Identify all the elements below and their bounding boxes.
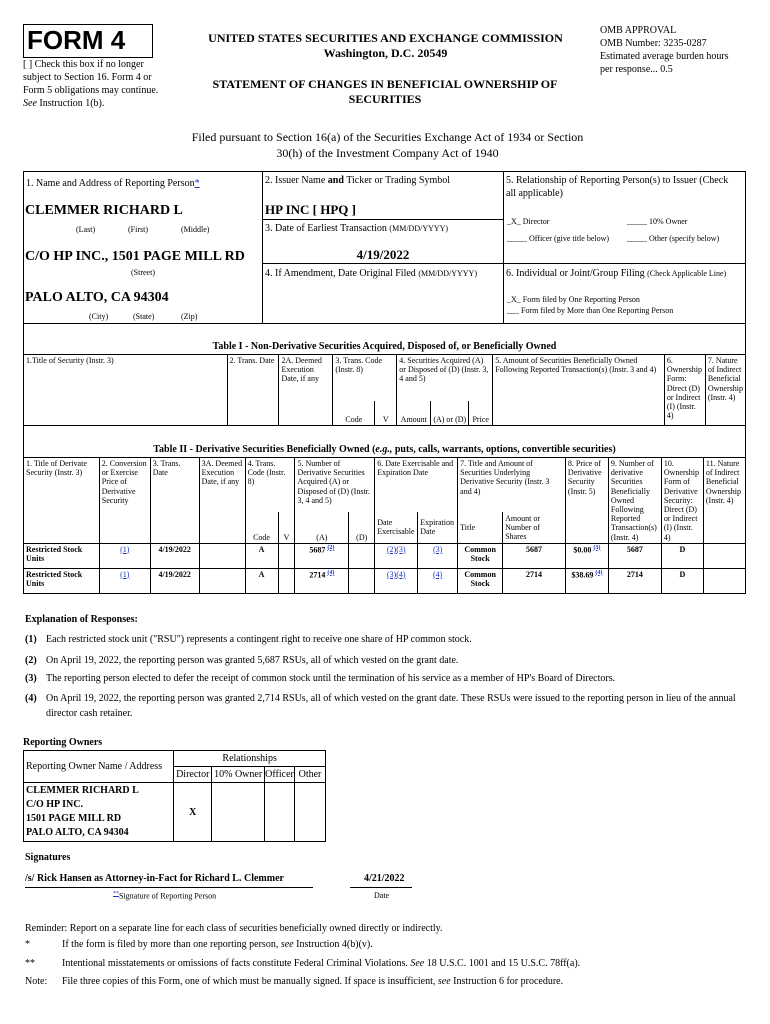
date-line <box>350 887 412 888</box>
city-state-zip: PALO ALTO, CA 94304 <box>25 290 169 305</box>
t2-col-owned: 9. Number of derivative Securities Beneficially Owned Following Reported Transaction(s) (Instr. 4) <box>608 458 661 544</box>
omb-burden: Estimated average burden hours per response... 0.5 <box>600 51 729 75</box>
divider-2-3 <box>263 219 503 220</box>
t1-col-nature: 7. Nature of Indirect Beneficial Ownership (Instr. 4) <box>705 355 745 426</box>
row1-acquired-note[interactable]: (2) <box>327 544 335 551</box>
row1-owned: 5687 <box>608 543 661 568</box>
label-zip: (Zip) <box>181 312 198 321</box>
t1-sub-a-or-d: (A) or (D) <box>431 401 469 426</box>
owner-line: CLEMMER RICHARD L <box>26 785 139 796</box>
t1-col-title: 1.Title of Security (Instr. 3) <box>24 355 228 426</box>
explanation-num: (2) <box>25 655 37 666</box>
table1-title: Table I - Non-Derivative Securities Acquired, Disposed of, or Beneficially Owned <box>212 341 557 352</box>
label-state: (State) <box>133 312 155 321</box>
row2-title: Common Stock <box>458 568 503 593</box>
label-middle: (Middle) <box>181 225 210 234</box>
filing-one-person: _X_ Form filed by One Reporting Person <box>507 295 640 304</box>
t2-sub-title: Title <box>458 512 503 543</box>
t2-col-deemed-date: 3A. Deemed Execution Date, if any <box>199 458 245 544</box>
t2-col-conversion: 2. Conversion or Exercise Price of Derivative Security <box>99 458 150 544</box>
explanation-num: (3) <box>25 673 37 684</box>
divider-3-4 <box>263 263 745 264</box>
row1-date-exercisable[interactable]: (2)(3) <box>386 544 406 554</box>
owners-col-relationships: Relationships <box>174 751 326 767</box>
omb-approval <box>600 24 735 76</box>
row1-acquired: 5687 <box>309 545 326 555</box>
row1-price: $0.00 <box>573 545 592 555</box>
owner-line: PALO ALTO, CA 94304 <box>26 827 129 838</box>
box1-label: 1. Name and Address of Reporting Person* <box>26 178 200 189</box>
row2-expiration[interactable]: (4) <box>433 569 443 579</box>
form-title: FORM 4 <box>27 25 126 55</box>
box6-label: 6. Individual or Joint/Group Filing (Check Applicable Line) <box>506 268 727 279</box>
t2-sub-expiration: Expiration Date <box>418 512 458 543</box>
date-label: Date <box>374 891 390 900</box>
label-street: (Street) <box>131 268 155 277</box>
t2-sub-v: V <box>278 512 295 543</box>
explanation-text: On April 19, 2022, the reporting person was granted 2,714 RSUs, all of which vested on the grant date. These RSUs were issued to the reporting person in lieu of the annual director cash retainer. <box>46 693 736 719</box>
explanation-num: (4) <box>25 693 37 704</box>
note-mark: Note: <box>25 976 48 987</box>
reporting-person-name: CLEMMER RICHARD L <box>25 203 183 218</box>
explanation-num: (1) <box>25 634 37 645</box>
note-text: File three copies of this Form, one of which must be manually signed. If space is insufficient, see Instruction 6 for procedure. <box>62 976 564 987</box>
t1-sub-amount: Amount <box>397 401 431 426</box>
row2-date-exercisable[interactable]: (3)(4) <box>386 569 406 579</box>
t1-sub-code: Code <box>333 401 375 426</box>
signature-line <box>25 887 313 888</box>
t1-sub-price: Price <box>469 401 493 426</box>
note-text: Intentional misstatements or omissions of facts constitute Federal Criminal Violations. See 18 U.S.C. 1001 and 15 U.S.C. 78ff(a). <box>62 958 581 969</box>
owner-line: 1501 PAGE MILL RD <box>26 813 122 824</box>
note-text: If the form is filed by more than one reporting person, see Instruction 4(b)(v). <box>62 939 373 950</box>
signatures-title: Signatures <box>25 852 71 863</box>
agency-name: UNITED STATES SECURITIES AND EXCHANGE COMMISSION <box>208 31 563 45</box>
box3-label: 3. Date of Earliest Transaction (MM/DD/YYYY) <box>265 223 449 234</box>
explanation-text: On April 19, 2022, the reporting person was granted 5,687 RSUs, all of which vested on the grant date. <box>46 655 459 666</box>
relationship-officer: _____ Officer (give title below) <box>507 234 610 243</box>
row2-date: 4/19/2022 <box>150 568 199 593</box>
row2-price-note[interactable]: (4) <box>595 569 603 576</box>
t1-sub-v: V <box>375 401 397 426</box>
row1-expiration[interactable]: (3) <box>433 544 443 554</box>
t2-col-nature: 11. Nature of Indirect Beneficial Ownership (Instr. 4) <box>703 458 745 544</box>
table-row <box>24 783 326 842</box>
row2-price: $38.69 <box>571 570 594 580</box>
t2-col-date-exercisable: 6. Date Exercisable and Expiration Date <box>375 458 458 513</box>
row1-date: 4/19/2022 <box>150 543 199 568</box>
t2-sub-date-exercisable: Date Exercisable <box>375 512 418 543</box>
statement-title: STATEMENT OF CHANGES IN BENEFICIAL OWNERSHIP OF SECURITIES <box>212 77 558 106</box>
label-last: (Last) <box>76 225 96 234</box>
check-box-note: [ ] Check this box if no longer subject to Section 16. Form 4 or Form 5 obligations may continue. See Instruction 1(b). <box>23 59 159 109</box>
row1-shares: 5687 <box>503 543 566 568</box>
explanation-title: Explanation of Responses: <box>25 614 138 625</box>
relationship-other: _____ Other (specify below) <box>627 234 720 243</box>
table-row <box>24 568 746 593</box>
table-row <box>24 543 746 568</box>
row2-owned: 2714 <box>608 568 661 593</box>
note-mark: * <box>25 939 30 950</box>
note-mark: ** <box>25 958 35 969</box>
owners-col-director: Director <box>174 767 212 783</box>
row2-conversion-note[interactable]: (1) <box>120 569 130 579</box>
reporting-owners-table <box>23 750 326 842</box>
relationship-director: _X_ Director <box>507 217 550 226</box>
t2-col-underlying: 7. Title and Amount of Securities Underlying Derivative Security (Instr. 3 and 4) <box>458 458 566 513</box>
box5-label: 5. Relationship of Reporting Person(s) to Issuer (Check all applicable) <box>506 175 729 199</box>
divider-2-5 <box>503 171 504 323</box>
signature-footnote-link[interactable]: ** <box>113 891 119 897</box>
reminder: Reminder: Report on a separate line for each class of securities beneficially owned directly or indirectly. <box>25 923 443 934</box>
owners-col-officer: Officer <box>265 767 295 783</box>
t2-sub-d: (D) <box>349 512 375 543</box>
t2-sub-code: Code <box>245 512 278 543</box>
owners-col-name: Reporting Owner Name / Address <box>24 751 174 783</box>
street-address: C/O HP INC., 1501 PAGE MILL RD <box>25 249 245 264</box>
filed-pursuant: Filed pursuant to Section 16(a) of the Securities Exchange Act of 1934 or Section 30(h) of the Investment Company Act of 1940 <box>191 130 584 160</box>
t1-col-amount-owned: 5. Amount of Securities Beneficially Owned Following Reported Transaction(s) (Instr. 3 and 4) <box>493 355 665 426</box>
explanation-text: Each restricted stock unit ("RSU") represents a contingent right to receive one share of HP common stock. <box>46 634 472 645</box>
issuer-name: HP INC [ HPQ ] <box>265 202 356 217</box>
t1-col-trans-code: 3. Trans. Code (Instr. 8) <box>333 355 397 402</box>
filing-more-persons: ___ Form filed by More than One Reporting Person <box>507 306 674 315</box>
border-top <box>23 171 746 172</box>
earliest-transaction-date: 4/19/2022 <box>356 247 410 262</box>
table1-non-derivative <box>23 354 746 426</box>
row2-acquired-note[interactable]: (4) <box>327 569 335 576</box>
reporting-owners-title: Reporting Owners <box>23 737 103 748</box>
label-first: (First) <box>128 225 148 234</box>
t2-col-number: 5. Number of Derivative Securities Acquired (A) or Disposed of (D) (Instr. 3, 4 and 5) <box>295 458 375 513</box>
owner-line: C/O HP INC. <box>26 799 83 810</box>
signature-label: **Signature of Reporting Person <box>113 891 217 901</box>
t2-col-title: 1. Title of Derivate Security (Instr. 3) <box>24 458 100 544</box>
signature-date: 4/21/2022 <box>364 873 405 884</box>
row2-form: D <box>661 568 703 593</box>
footnote-star-link[interactable]: * <box>194 178 200 189</box>
relationship-ten-pct-owner: _____ 10% Owner <box>627 217 688 226</box>
row1-code: A <box>245 543 278 568</box>
row2-security: Restricted Stock Units <box>24 568 100 593</box>
row1-conversion-note[interactable]: (1) <box>120 544 130 554</box>
box4-label: 4. If Amendment, Date Original Filed (MM/DD/YYYY) <box>265 268 477 279</box>
divider-boxes-table1 <box>23 323 746 324</box>
t1-col-acquired: 4. Securities Acquired (A) or Disposed of (D) (Instr. 3, 4 and 5) <box>397 355 493 402</box>
t2-sub-a: (A) <box>295 512 349 543</box>
owner-address <box>24 783 174 842</box>
t2-col-price: 8. Price of Derivative Security (Instr. 5) <box>565 458 608 544</box>
row1-security: Restricted Stock Units <box>24 543 100 568</box>
signer-name: /s/ Rick Hansen as Attorney-in-Fact for Richard L. Clemmer <box>25 873 284 884</box>
row1-price-note[interactable]: (3) <box>593 544 601 551</box>
t2-sub-amount-shares: Amount or Number of Shares <box>503 512 566 543</box>
box2-label: 2. Issuer Name and Ticker or Trading Symbol <box>265 175 451 186</box>
t2-col-ownership-form: 10. Ownership Form of Derivative Security: Direct (D) or Indirect (I) (Instr. 4) <box>661 458 703 544</box>
owners-col-ten-pct: 10% Owner <box>212 767 265 783</box>
owner-director-mark: X <box>174 783 212 842</box>
t1-col-trans-date: 2. Trans. Date <box>227 355 279 426</box>
row1-title: Common Stock <box>458 543 503 568</box>
table2-title: Table II - Derivative Securities Beneficially Owned (e.g., puts, calls, warrants, options, convertible securities) <box>153 444 616 455</box>
row2-acquired: 2714 <box>309 570 326 580</box>
owners-col-other: Other <box>295 767 326 783</box>
omb-number: OMB Number: 3235-0287 <box>600 38 707 49</box>
t1-col-ownership-form: 6. Ownership Form: Direct (D) or Indirect (I) (Instr. 4) <box>664 355 705 426</box>
explanation-text: The reporting person elected to defer the receipt of common stock until the termination of his service as a member of HP's Board of Directors. <box>46 673 616 684</box>
omb-approval-title: OMB APPROVAL <box>600 25 677 36</box>
t2-col-trans-code: 4. Trans. Code (Instr. 8) <box>245 458 295 513</box>
row1-form: D <box>661 543 703 568</box>
row2-code: A <box>245 568 278 593</box>
label-city: (City) <box>89 312 109 321</box>
t1-col-deemed-date: 2A. Deemed Execution Date, if any <box>279 355 333 426</box>
table2-derivative <box>23 457 746 594</box>
agency-location: Washington, D.C. 20549 <box>323 46 448 60</box>
t2-col-trans-date: 3. Trans. Date <box>150 458 199 544</box>
row2-shares: 2714 <box>503 568 566 593</box>
